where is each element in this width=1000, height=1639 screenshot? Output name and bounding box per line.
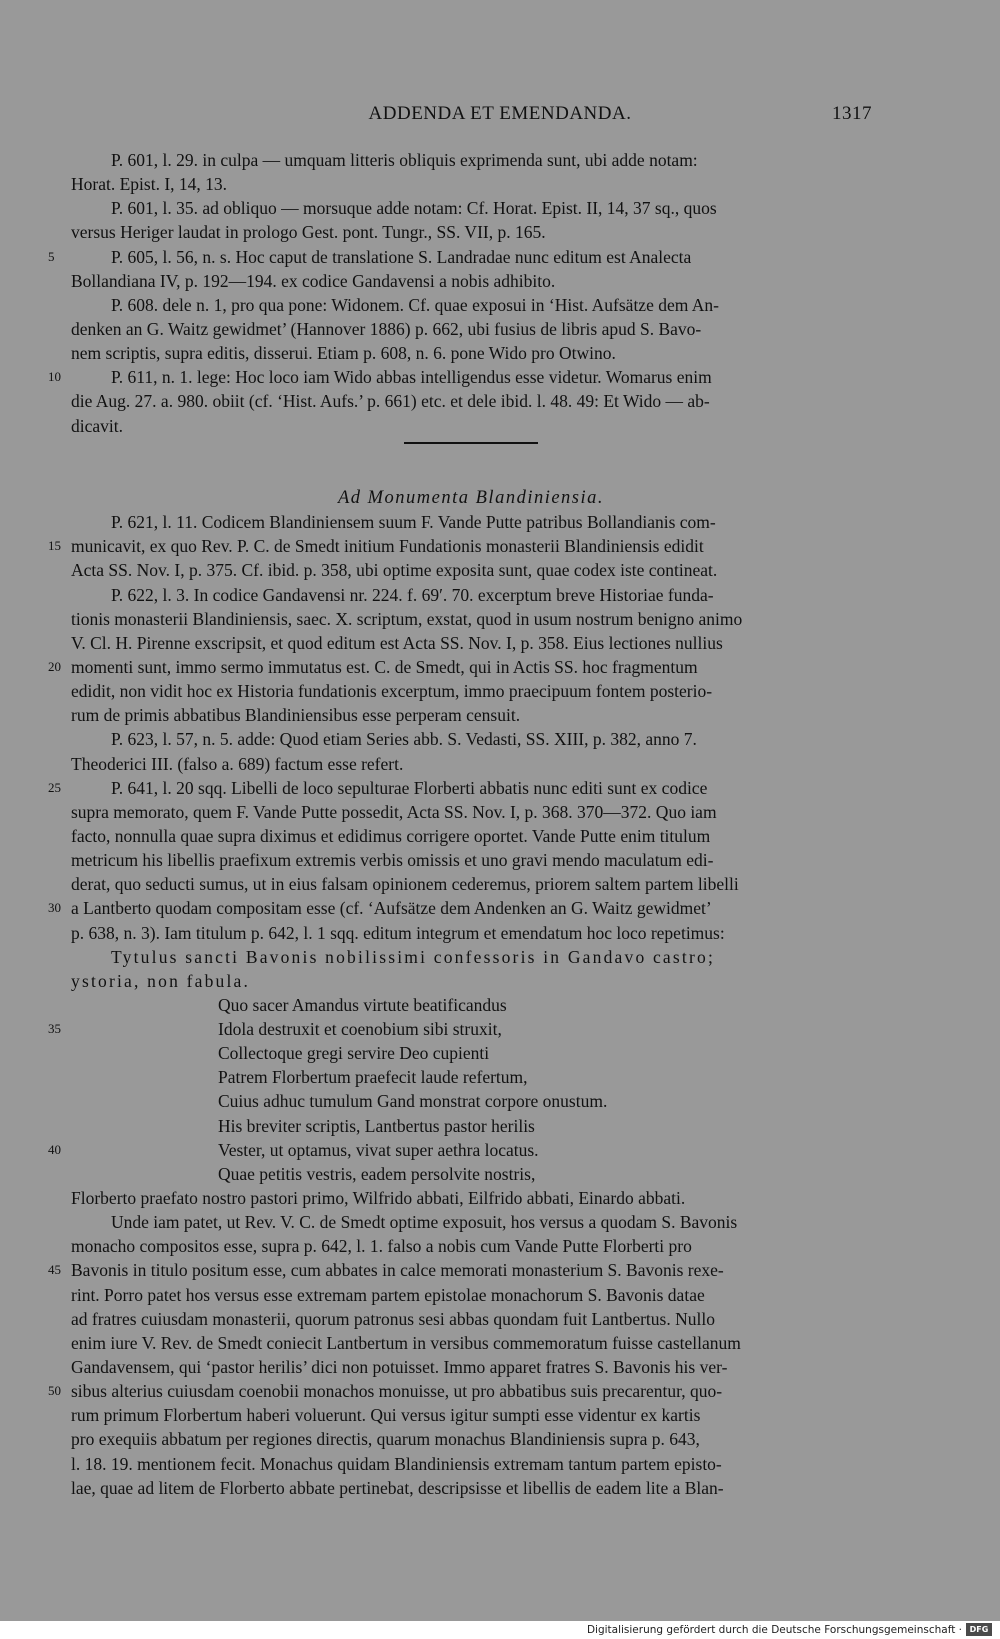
text-line: metricum his libellis praefixum extremis verbis omissis et uno gravi mendo maculatum edi- [71,850,714,871]
line-number: 40 [48,1141,61,1157]
text-line: p. 638, n. 3). Iam titulum p. 642, l. 1 sqq. editum integrum et emendatum hoc loco repetimus: [71,922,725,943]
text-line: 20 momenti sunt, immo sermo immutatus est. C. de Smedt, qui in Actis SS. hoc fragmentum [71,655,871,679]
line-number: 35 [48,1021,61,1037]
section-divider [71,438,871,462]
verse-line: 35 Idola destruxit et coenobium sibi struxit, [71,1017,871,1041]
text-line: 15 municavit, ex quo Rev. P. C. de Smedt initium Fundationis monasterii Blandiniensis edidit [71,534,871,558]
line-number: 30 [48,900,61,916]
text-line: die Aug. 27. a. 980. obiit (cf. ‘Hist. Aufs.’ p. 661) etc. et dele ibid. l. 48. 49: Et Wido — ab- [71,391,710,412]
text-line: rum de primis abbatibus Blandiniensibus esse perperam censuit. [71,705,521,726]
blank-line [71,462,871,486]
text-line: 25 P. 641, l. 20 sqq. Libelli de loco sepulturae Florberti abbatis nunc editi sunt ex codice [71,776,871,800]
funding-credit: Digitalisierung gefördert durch die Deutsche Forschungsgemeinschaft · [586,1624,962,1636]
text-line: P. 608. dele n. 1, pro qua pone: Widonem. Cf. quae exposui in ‘Hist. Aufsätze dem An- [111,294,719,315]
digitization-footer [0,1621,1000,1639]
text-line: edidit, non vidit hoc ex Historia fundationis excerptum, immo praecipuum fontem posterio- [71,681,713,702]
verse-line: Quo sacer Amandus virtute beatificandus [218,994,507,1015]
page-number: 1317 [832,103,872,124]
text-line: pro exequiis abbatum per regiones directis, quarum monachus Blandiniensis supra p. 643, [71,1429,700,1450]
verse-line: 40 Vester, ut optamus, vivat super aethra locatus. [71,1138,871,1162]
text-line: facto, nonnulla quae supra diximus et edidimus corrigere oportet. Vande Putte enim titulum [71,825,711,846]
text-line: 50 sibus alterius cuiusdam coenobii monachos monuisse, ut pro abbatibus suis precarentur, quo- [71,1379,871,1403]
running-title: ADDENDA ET EMENDANDA. [368,103,632,124]
text-line: Bollandiana IV, p. 192—194. ex codice Gandavensi a nobis adhibito. [71,270,556,291]
text-line: 45 Bavonis in titulo positum esse, cum abbates in calce memorati monasterium S. Bavonis rexe- [71,1258,871,1282]
text-line: Florberto praefato nostro pastori primo, Wilfrido abbati, Eilfrido abbati, Einardo abbati. [71,1188,686,1209]
line-number: 50 [48,1383,61,1399]
line-number: 5 [48,248,55,264]
text-line: Horat. Epist. I, 14, 13. [71,174,228,195]
line-number: 20 [48,658,61,674]
dfg-logo: DFG [966,1623,992,1636]
text-line: Acta SS. Nov. I, p. 375. Cf. ibid. p. 358, ubi optime exposita sunt, quae codex iste contineat. [71,560,718,581]
text-line: P. 601, l. 29. in culpa — umquam litteris obliquis exprimenda sunt, ubi adde notam: [111,150,698,170]
line-number: 10 [48,369,61,385]
poem-title: Tytulus sancti Bavonis nobilissimi confessoris in Gandavo castro; [111,946,716,967]
text-body [48,148,871,1524]
text-line: P. 622, l. 3. In codice Gandavensi nr. 224. f. 69′. 70. excerptum breve Historiae funda- [111,584,714,605]
text-line: 30 a Lantberto quodam compositam esse (cf. ‘Aufsätze dem Andenken an G. Waitz gewidmet’ [71,896,871,920]
verse-line: Patrem Florbertum praefecit laude refertum, [218,1067,528,1088]
text-line [71,1500,871,1524]
verse-line: His breviter scriptis, Lantbertus pastor herilis [218,1115,535,1136]
text-line: V. Cl. H. Pirenne exscripsit, et quod editum est Acta SS. Nov. I, p. 358. Eius lectiones nullius [71,632,723,653]
text-line: l. 18. 19. mentionem fecit. Monachus quidam Blandiniensis extremam tantum partem episto- [71,1453,722,1474]
text-line: versus Heriger laudat in prologo Gest. pont. Tungr., SS. VII, p. 165. [71,222,546,243]
text-line: P. 623, l. 57, n. 5. adde: Quod etiam Series abb. S. Vedasti, SS. XIII, p. 382, anno 7. [111,729,697,750]
text-line: 10 P. 611, n. 1. lege: Hoc loco iam Wido abbas intelligendus esse videtur. Womarus enim [71,365,871,389]
text-line: dicavit. [71,415,123,436]
poem-title: ystoria, non fabula. [71,970,251,991]
text-line: rum primum Florbertum haberi voluerunt. Qui versus igitur sumpti esse videntur ex kartis [71,1405,701,1426]
text-line: Gandavensem, qui ‘pastor herilis’ dici non potuisset. Immo apparet fratres S. Bavonis his ver- [71,1357,728,1378]
text-line: nem scriptis, supra editis, disserui. Etiam p. 608, n. 6. pone Wido pro Otwino. [71,343,616,364]
text-line: enim iure V. Rev. de Smedt coniecit Lantbertum in versibus commemoratum fuisse castellanum [71,1332,741,1353]
text-line: supra memorato, quem F. Vande Putte possedit, Acta SS. Nov. I, p. 368. 370—372. Quo iam [71,801,717,822]
text-line: monacho compositos esse, supra p. 642, l. 1. falso a nobis cum Vande Putte Florberti pro [71,1236,692,1257]
section-heading: Ad Monumenta Blandiniensia. [337,487,605,508]
text-line: 5 P. 605, l. 56, n. s. Hoc caput de translatione S. Landradae nunc editum est Analecta [71,245,871,269]
text-line: P. 601, l. 35. ad obliquo — morsuque adde notam: Cf. Horat. Epist. II, 14, 37 sq., quos [111,198,717,219]
text-line: denken an G. Waitz gewidmet’ (Hannover 1886) p. 662, ubi fusius de libris apud S. Bavo- [71,318,702,339]
text-line: derat, quo seducti sumus, ut in eius falsam opinionem cederemus, priorem saltem partem libelli [71,874,739,895]
running-header [0,103,1000,133]
verse-line: Cuius adhuc tumulum Gand monstrat corpore onustum. [218,1091,608,1112]
text-line: Theoderici III. (falso a. 689) factum esse refert. [71,753,404,774]
line-number: 45 [48,1262,61,1278]
line-number: 25 [48,779,61,795]
line-number: 15 [48,538,61,554]
text-line: P. 621, l. 11. Codicem Blandiniensem suum F. Vande Putte patribus Bollandianis com- [111,512,716,533]
verse-line: Quae petitis vestris, eadem persolvite nostris, [218,1163,536,1184]
verse-line: Collectoque gregi servire Deo cupienti [218,1043,490,1064]
text-line: lae, quae ad litem de Florberto abbate pertinebat, descripsisse et libellis de eadem lite a Blan- [71,1477,724,1498]
text-line: tionis monasterii Blandiniensis, saec. X. scriptum, exstat, quod in usum nostrum benigno animo [71,608,743,629]
text-line: Unde iam patet, ut Rev. V. C. de Smedt optime exposuit, hos versus a quodam S. Bavonis [111,1212,738,1233]
text-line: ad fratres cuiusdam monasterii, quorum patronus sesi abbas quondam fuit Lantbertus. Nullo [71,1308,715,1329]
text-line: rint. Porro patet hos versus esse extremam partem epistolae monachorum S. Bavonis datae [71,1284,705,1305]
